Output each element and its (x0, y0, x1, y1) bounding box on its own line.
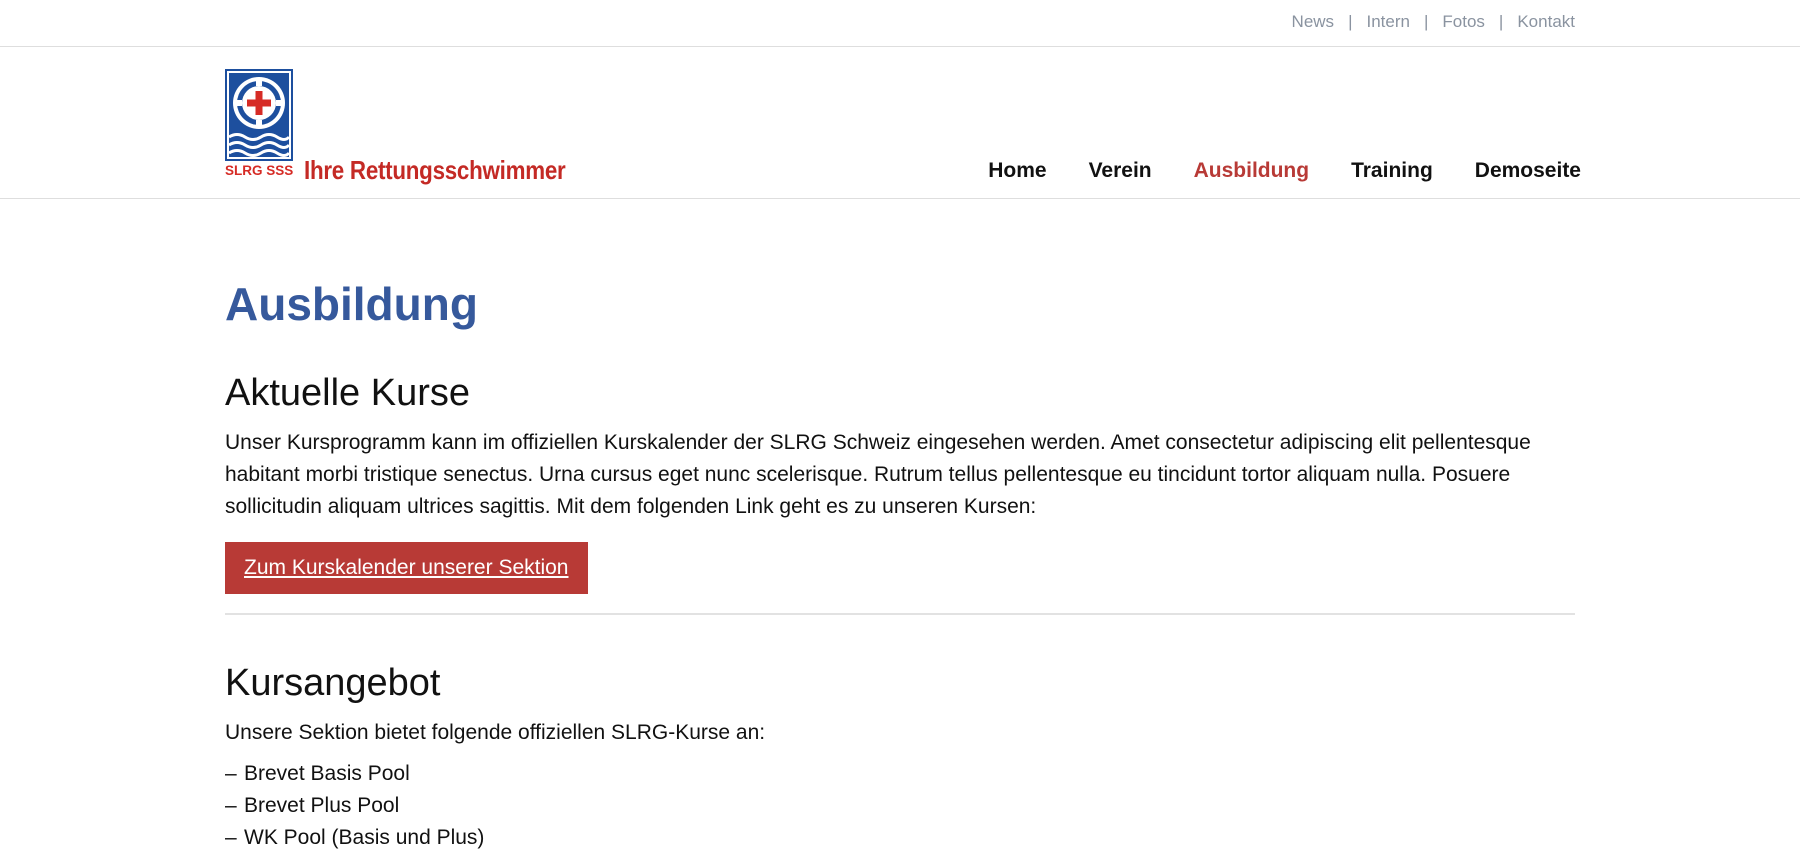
kurskalender-button[interactable]: Zum Kurskalender unserer Sektion (225, 542, 588, 594)
utility-nav (1292, 12, 1575, 32)
top-utility-bar (0, 0, 1800, 47)
util-separator: | (1423, 12, 1429, 31)
nav-verein[interactable]: Verein (1088, 159, 1152, 182)
section-heading-kursangebot: Kursangebot (225, 662, 441, 704)
section-divider (225, 613, 1575, 615)
list-item: – Brevet Basis Pool (225, 758, 1575, 790)
page-title: Ausbildung (225, 278, 478, 330)
site-header (0, 47, 1800, 199)
util-separator: | (1498, 12, 1504, 31)
util-link-intern[interactable]: Intern (1366, 12, 1410, 31)
section-intro: Unsere Sektion bietet folgende offiziellen SLRG-Kurse an: (225, 721, 766, 744)
section-heading-aktuelle-kurse: Aktuelle Kurse (225, 372, 471, 414)
nav-training[interactable]: Training (1351, 159, 1433, 182)
section-paragraph: Unser Kursprogramm kann im offiziellen Kurskalender der SLRG Schweiz eingesehen werden. Amet consectetur adipiscing elit pellentesque habitant morbi tristique senectus. Urna cursus eget nunc scelerisque. Rutrum tellus pellentesque eu tincidunt tortor aliquam nulla. Posuere sollicitudin aliquam ultrices sagittis. Mit dem folgenden Link geht es zu unseren Kursen: (225, 431, 1531, 518)
nav-ausbildung[interactable]: Ausbildung (1193, 159, 1310, 182)
nav-demoseite[interactable]: Demoseite (1474, 159, 1581, 182)
brand-tagline[interactable]: Ihre Rettungsschwimmer (304, 155, 566, 185)
util-link-news[interactable]: News (1291, 12, 1335, 31)
util-link-fotos[interactable]: Fotos (1442, 12, 1485, 31)
main-content (225, 277, 1575, 854)
list-item: – Brevet Plus Pool (225, 790, 1575, 822)
main-nav (946, 159, 1581, 183)
logo-text: SLRG SSS (225, 163, 294, 177)
slrg-logo[interactable] (225, 69, 295, 177)
util-separator: | (1348, 12, 1353, 31)
util-link-kontakt[interactable]: Kontakt (1517, 12, 1575, 31)
nav-home[interactable]: Home (988, 159, 1047, 182)
list-item: – WK Pool (Basis und Plus) (225, 822, 1575, 854)
